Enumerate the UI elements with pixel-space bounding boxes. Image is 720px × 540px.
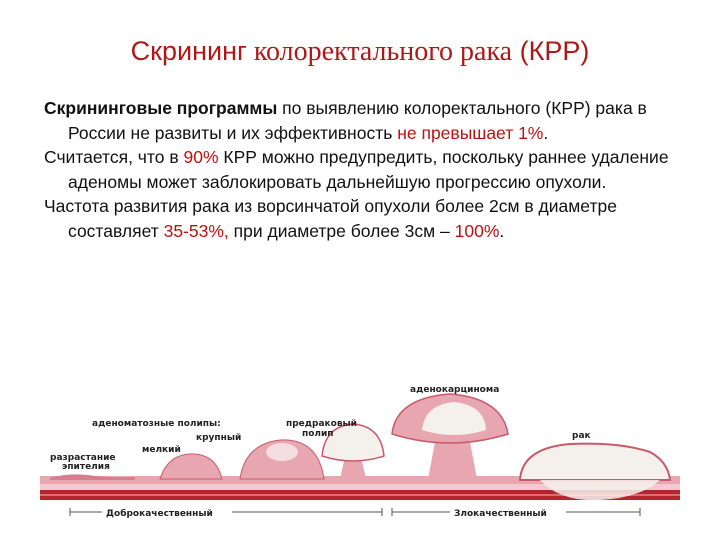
p2-text2: КРР можно предупредить, поскольку раннее удаление аденомы может заблокировать дальнейшую прогрессию опухоли. <box>68 147 669 192</box>
p2-text1: Считается, что в <box>44 147 184 167</box>
label-malignant: Злокачественный <box>454 509 547 519</box>
label-adenocarcinoma: аденокарцинома <box>410 385 500 395</box>
p3-red1: 35-53%, <box>163 220 229 241</box>
paragraph-prevention <box>44 145 694 194</box>
label-growth-2: эпителия <box>62 462 110 472</box>
p3-text3: . <box>499 220 505 241</box>
cancer-mass-shape <box>520 444 670 480</box>
p2-red: 90% <box>183 147 219 167</box>
p1-text2: . <box>543 122 549 143</box>
text-body <box>44 96 694 243</box>
label-precancer-1: предраковый <box>286 419 357 429</box>
label-cancer: рак <box>572 431 591 441</box>
adenoma-carcinoma-diagram <box>40 382 680 522</box>
label-benign: Доброкачественный <box>106 509 213 519</box>
label-precancer-2: полип <box>302 429 334 439</box>
large-polyp-tip <box>266 443 298 461</box>
label-adenomatous-polyps: аденоматозные полипы: <box>92 419 221 429</box>
p1-bold: Скрининговые программы <box>44 98 278 118</box>
paragraph-screening <box>44 96 694 145</box>
p3-text2: при диаметре более 3см – <box>228 220 455 241</box>
p3-text1: Частота развития рака из ворсинчатой опухоли более 2см в диаметре составляет <box>44 196 617 241</box>
label-large: крупный <box>196 433 242 443</box>
p1-text1: по выявлению колоректального (КРР) рака в России не развиты и их эффективность <box>68 98 647 143</box>
small-polyp-shape <box>160 454 222 479</box>
adenocarcinoma-stalk <box>428 442 477 479</box>
page-title <box>0 34 720 69</box>
title-part-3: (КРР) <box>512 36 590 66</box>
p1-red: не превышает 1% <box>397 122 544 143</box>
title-part-1: Скрининг <box>130 36 247 66</box>
paragraph-risk <box>44 194 694 243</box>
label-small: мелкий <box>142 445 181 455</box>
label-growth-1: разрастание <box>50 453 116 463</box>
title-part-2: колоректального рака <box>246 36 513 67</box>
p3-red2: 100% <box>454 220 500 241</box>
